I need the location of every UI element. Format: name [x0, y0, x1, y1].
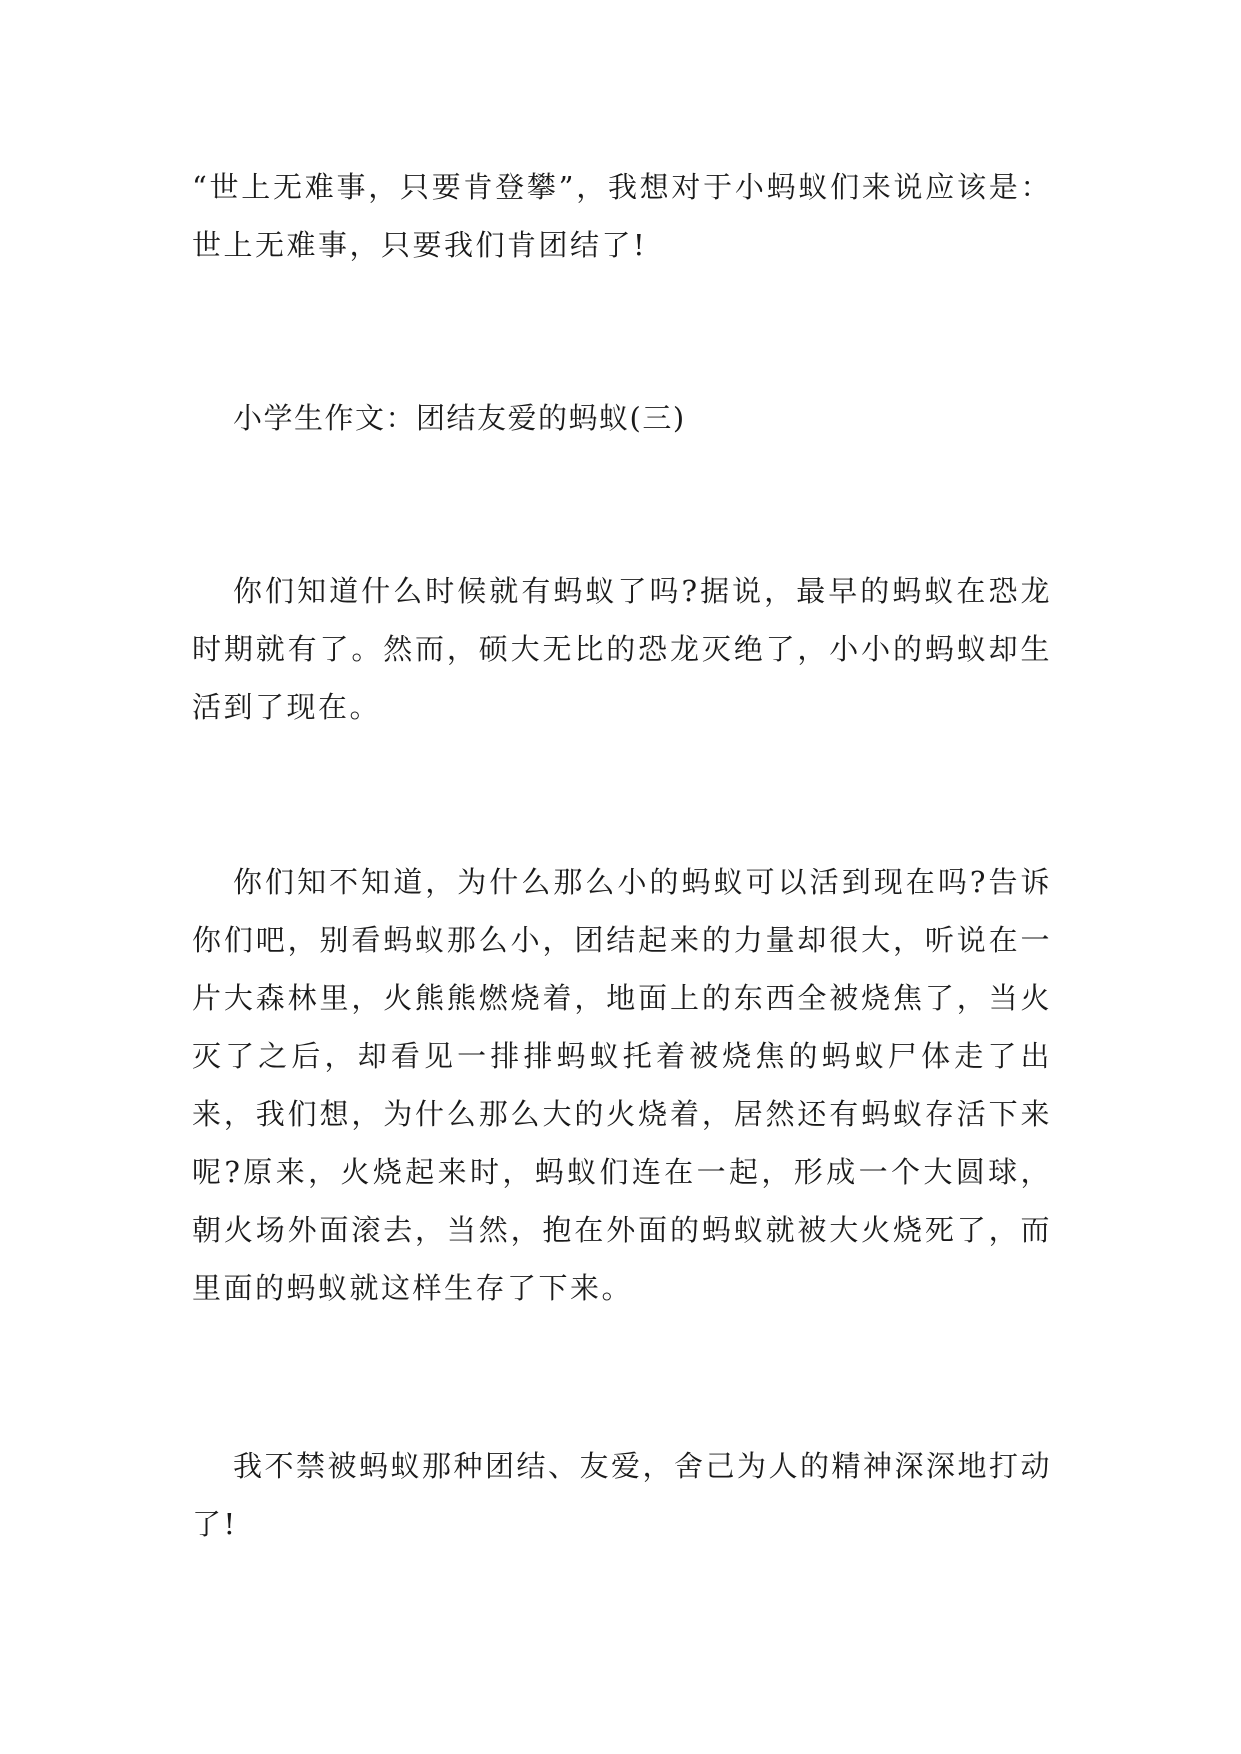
- paragraph-ant-origin: 你们知道什么时候就有蚂蚁了吗?据说，最早的蚂蚁在恐龙时期就有了。然而，硕大无比的恐龙灭绝了，小小的蚂蚁却生活到了现在。: [192, 574, 1052, 724]
- paragraph-closing-quote: “世上无难事，只要肯登攀”，我想对于小蚂蚁们来说应该是：世上无难事，只要我们肯团结了!: [192, 170, 1052, 262]
- paragraph-conclusion: 我不禁被蚂蚁那种团结、友爱，舍己为人的精神深深地打动了!: [192, 1449, 1053, 1541]
- paragraph-ant-fire-story: 你们知不知道，为什么那么小的蚂蚁可以活到现在吗?告诉你们吧，别看蚂蚁那么小，团结起来的力量却很大，听说在一片大森林里，火熊熊燃烧着，地面上的东西全被烧焦了，当火灭了之后，却看见一排排蚂蚁托着被烧焦的蚂蚁尸体走了出来，我们想，为什么那么大的火烧着，居然还有蚂蚁存活下来呢?原来，火烧起来时，蚂蚁们连在一起，形成一个大圆球，朝火场外面滚去，当然，抱在外面的蚂蚁就被大火烧死了，而里面的蚂蚁就这样生存了下来。: [192, 865, 1052, 1305]
- section-title: 小学生作文：团结友爱的蚂蚁(三): [233, 401, 686, 435]
